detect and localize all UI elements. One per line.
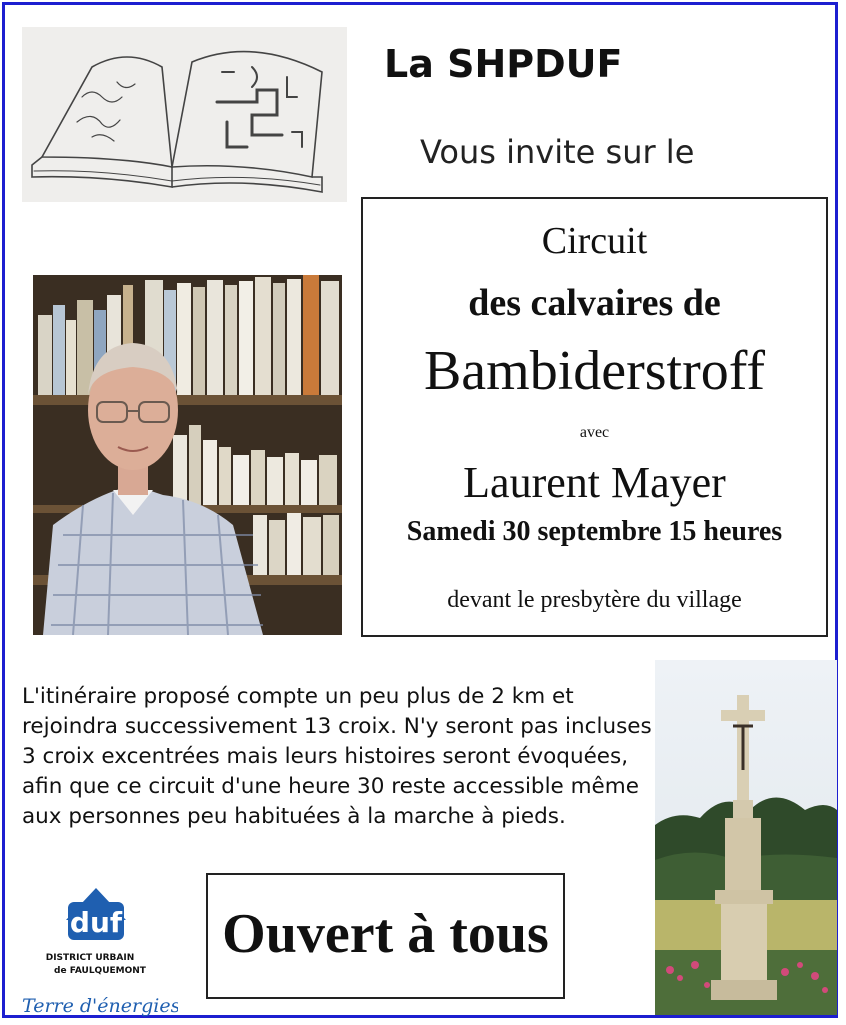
logo-line2: de FAULQUEMONT: [54, 966, 146, 976]
event-location: devant le presbytère du village: [447, 587, 742, 613]
description-line: rejoindra successivement 13 croix. N'y seront pas incluses: [22, 714, 652, 739]
description-line: L'itinéraire proposé compte un peu plus de 2 km et: [22, 684, 574, 709]
calvary-cross-photo: [655, 660, 837, 1015]
event-line-avec: avec: [579, 424, 610, 441]
event-line-calvaires: des calvaires de: [468, 282, 721, 324]
organizer-title: La SHPDUF: [384, 42, 623, 86]
guide-portrait-photo: [33, 275, 342, 635]
logo-letters: duf: [69, 906, 123, 939]
itinerary-description: [22, 682, 652, 832]
invite-text: Vous invite sur le: [420, 133, 695, 171]
event-village-name: Bambiderstroff: [423, 340, 766, 402]
open-to-all-text: Ouvert à tous: [222, 903, 549, 965]
description-line: aux personnes peu habituées à la marche à pieds.: [22, 804, 566, 829]
event-info-box: [361, 197, 828, 637]
open-to-all-box: [206, 873, 565, 999]
logo-line1: DISTRICT URBAIN: [45, 953, 135, 963]
logo-slogan: Terre d'énergies: [22, 995, 178, 1017]
description-line: 3 croix excentrées mais leurs histoires seront évoquées,: [22, 744, 629, 769]
book-sketch-image: [22, 27, 347, 202]
event-guide-name: Laurent Mayer: [463, 458, 726, 507]
district-logo: [18, 880, 178, 1020]
event-date-time: Samedi 30 septembre 15 heures: [406, 516, 783, 547]
event-line-circuit: Circuit: [541, 220, 648, 262]
description-line: afin que ce circuit d'une heure 30 reste accessible même: [22, 774, 639, 799]
